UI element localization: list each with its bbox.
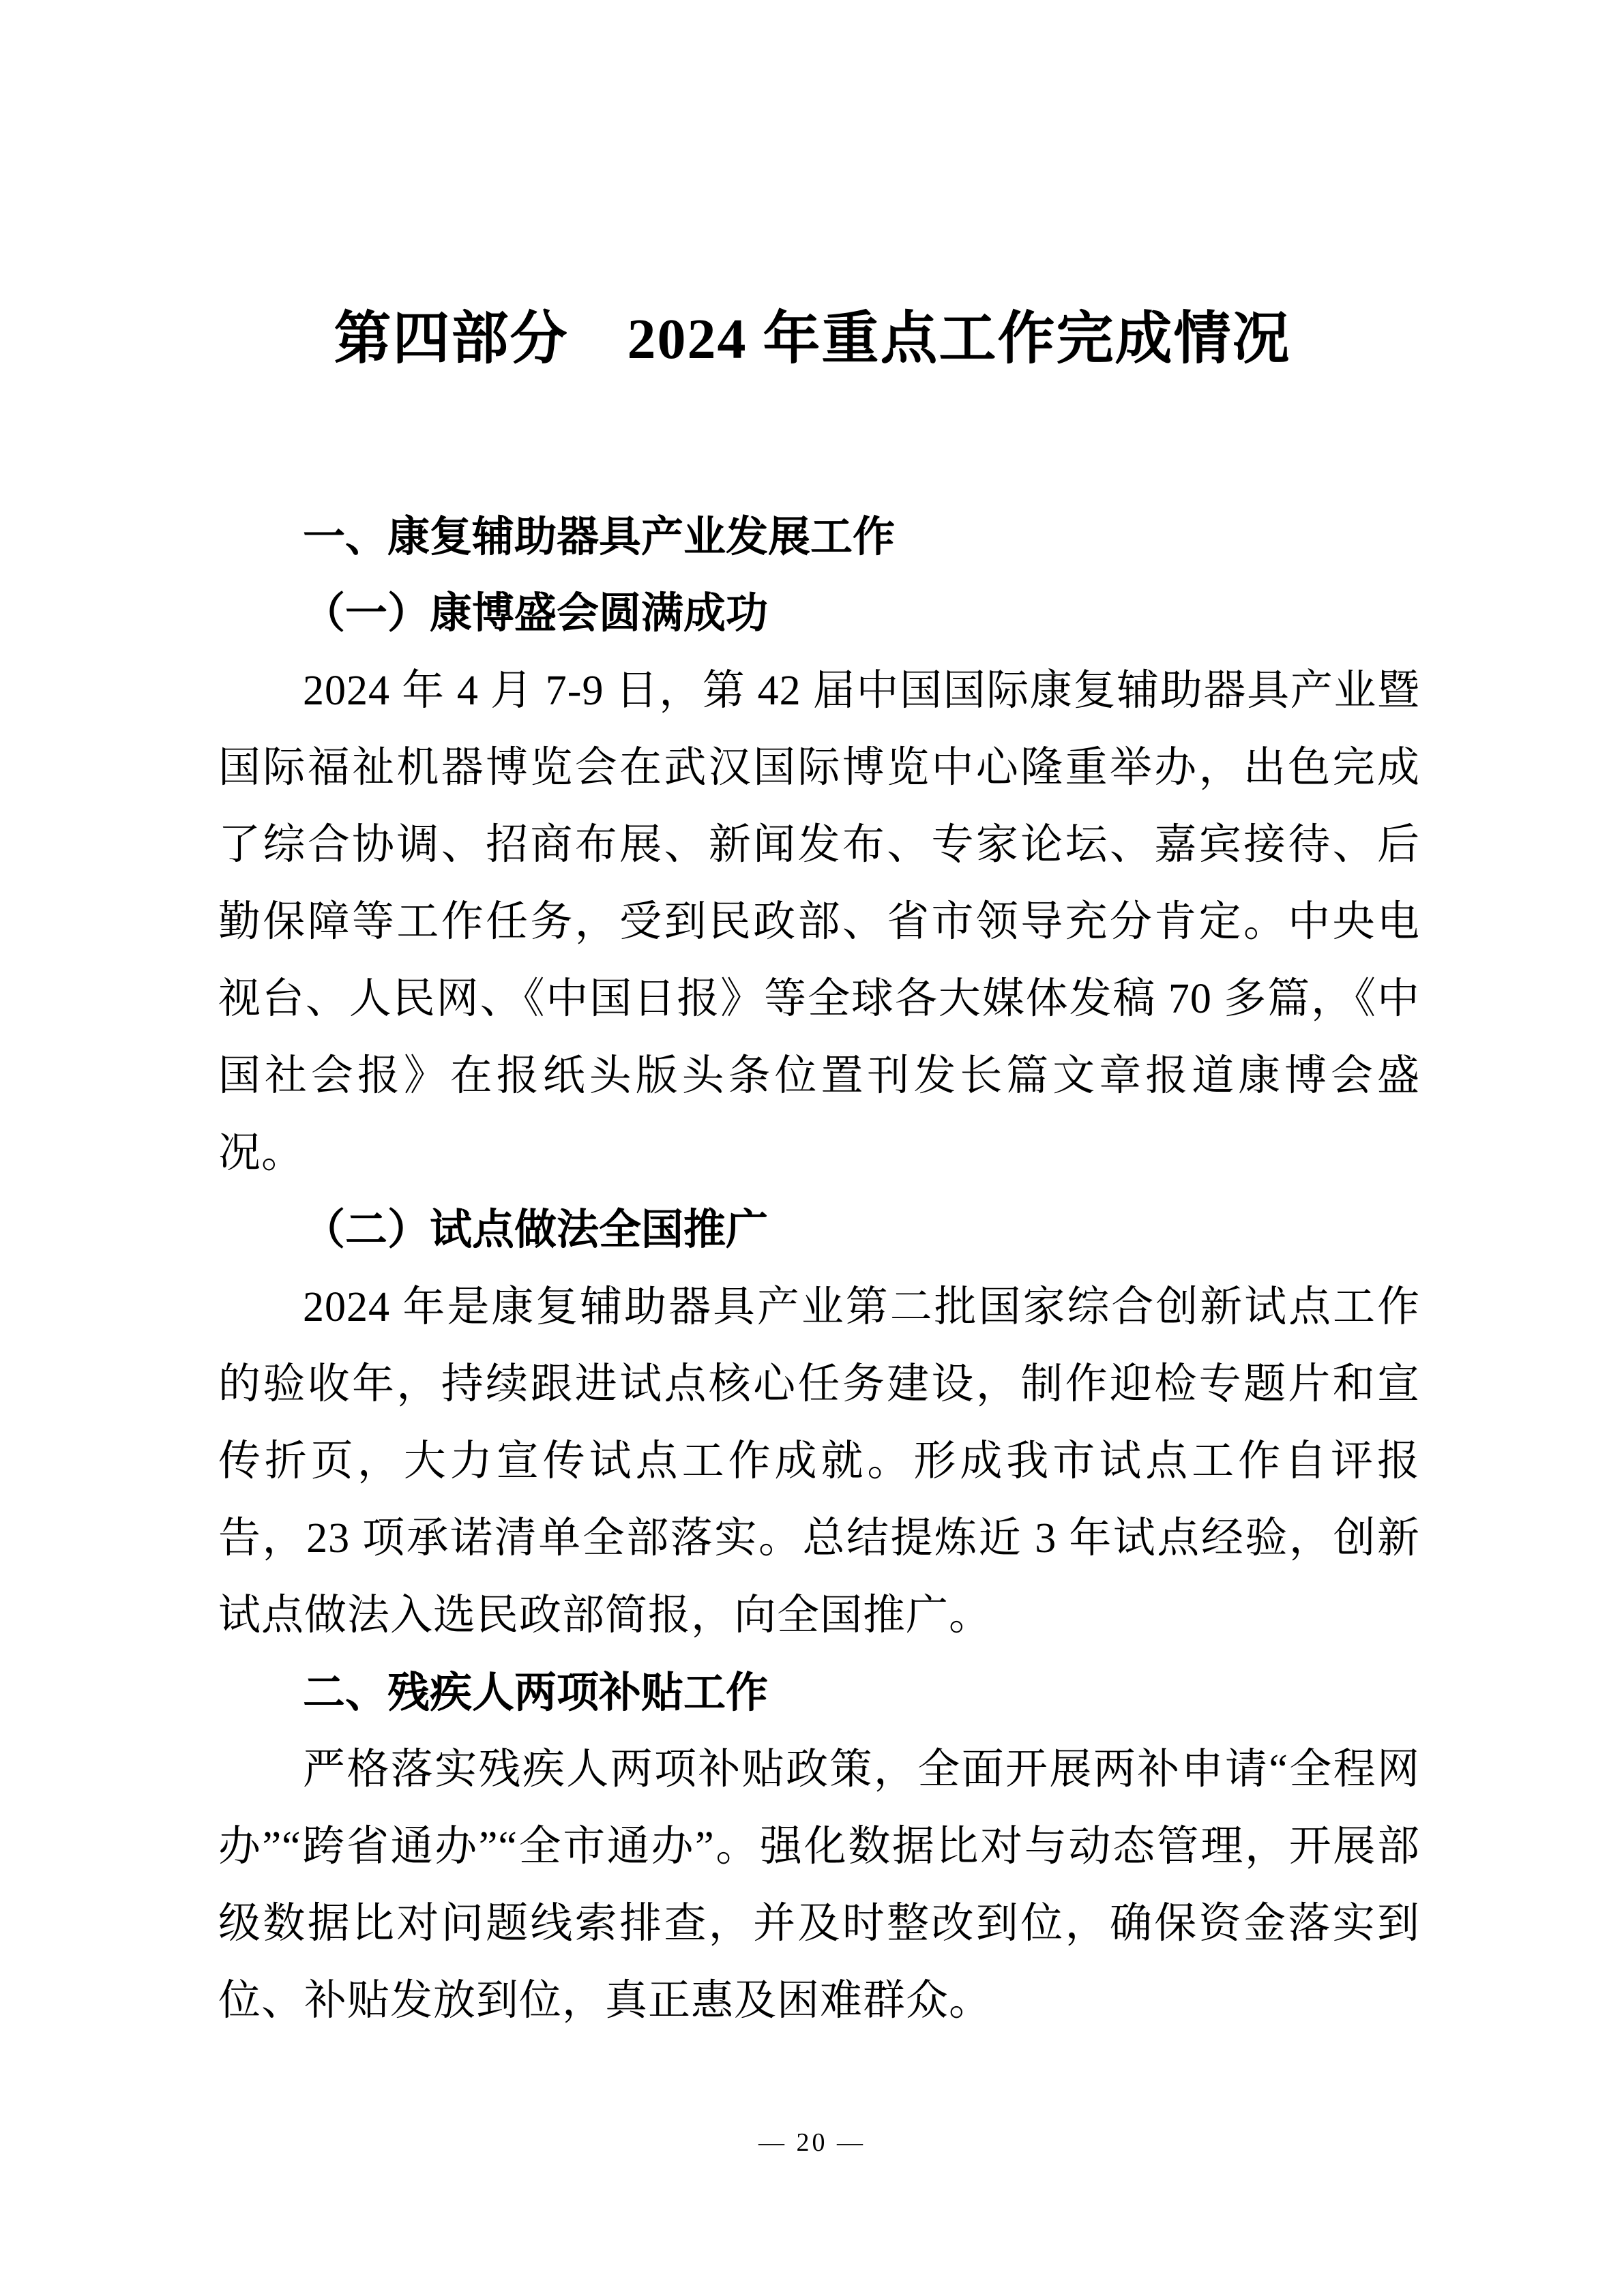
paragraph-3: 严格落实残疾人两项补贴政策，全面开展两补申请“全程网办”“跨省通办”“全市通办”。强化数据比对与动态管理，开展部级数据比对问题线索排查，并及时整改到位，确保资金落实到位、补贴发放到位，真正惠及困难群众。 — [218, 1746, 1420, 2024]
paragraph-1: 2024 年 4 月 7-9 日，第 42 届中国国际康复辅助器具产业暨国际福祉机器博览会在武汉国际博览中心隆重举办，出色完成了综合协调、招商布展、新闻发布、专家论坛、嘉宾接待、后勤保障等工作任务，受到民政部、省市领导充分肯定。中央电视台、人民网、《中国日报》等全球各大媒体发稿 70 多篇，《中国社会报》在报纸头版头条位置刊发长篇文章报道康博会盛况。 — [218, 668, 1420, 1176]
document-title: 第四部分 2024 年重点工作完成情况 — [334, 308, 1291, 371]
document-body — [218, 498, 1420, 2040]
paragraph-2: 2024 年是康复辅助器具产业第二批国家综合创新试点工作的验收年，持续跟进试点核心任务建设，制作迎检专题片和宣传折页，大力宣传试点工作成就。形成我市试点工作自评报告，23 项承诺清单全部落实。总结提炼近 3 年试点经验，创新试点做法入选民政部简报，向全国推广。 — [218, 1284, 1420, 1639]
section-heading-1: 一、康复辅助器具产业发展工作 — [303, 513, 896, 561]
subsection-heading-1-1: （一）康博盛会圆满成功 — [303, 591, 769, 637]
page-number: — 20 — — [758, 2128, 866, 2157]
section-heading-2: 二、残疾人两项补贴工作 — [303, 1669, 769, 1716]
subsection-heading-1-2: （二）试点做法全国推广 — [303, 1207, 769, 1253]
